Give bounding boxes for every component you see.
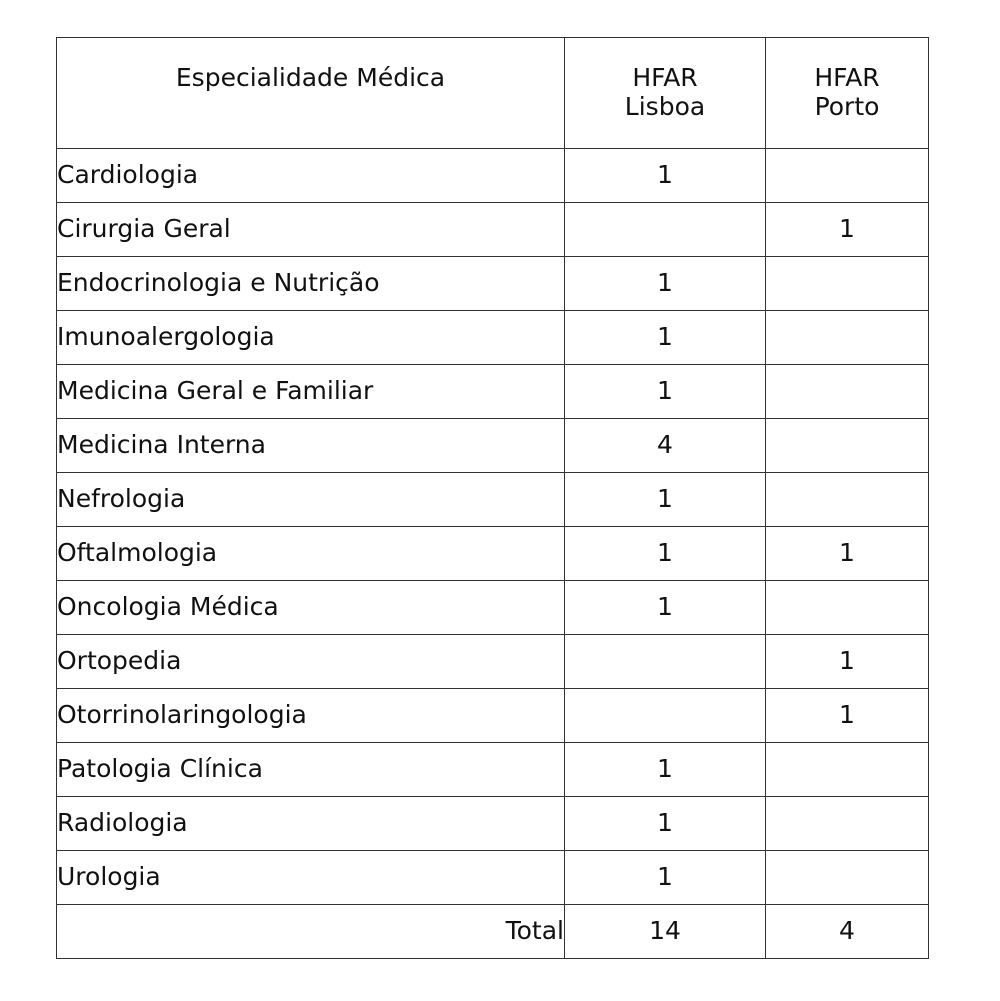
total-porto: 4 [766,905,929,959]
specialty-cell: Endocrinologia e Nutrição [57,257,565,311]
lisboa-count-cell: 1 [565,149,766,203]
table-row [57,689,929,743]
specialty-cell: Urologia [57,851,565,905]
lisboa-count-cell: 1 [565,473,766,527]
table-row [57,365,929,419]
table-row [57,149,929,203]
lisboa-count-cell: 1 [565,257,766,311]
porto-count-cell [766,473,929,527]
lisboa-count-cell: 4 [565,419,766,473]
specialty-cell: Nefrologia [57,473,565,527]
porto-count-cell [766,365,929,419]
table-row [57,797,929,851]
porto-count-cell [766,149,929,203]
specialty-cell: Oftalmologia [57,527,565,581]
header-row [57,38,929,149]
specialty-cell: Radiologia [57,797,565,851]
lisboa-count-cell: 1 [565,743,766,797]
specialty-cell: Otorrinolaringologia [57,689,565,743]
table-row [57,311,929,365]
lisboa-count-cell: 1 [565,311,766,365]
porto-count-cell [766,581,929,635]
specialty-cell: Patologia Clínica [57,743,565,797]
porto-count-cell [766,257,929,311]
porto-count-cell [766,311,929,365]
specialty-cell: Medicina Geral e Familiar [57,365,565,419]
lisboa-count-cell: 1 [565,581,766,635]
table-row [57,257,929,311]
header-lisboa-line1: HFAR [632,63,698,92]
specialty-cell: Cardiologia [57,149,565,203]
table-row [57,473,929,527]
porto-count-cell: 1 [766,635,929,689]
header-specialty-label: Especialidade Médica [175,63,446,92]
specialty-cell: Medicina Interna [57,419,565,473]
table-row [57,581,929,635]
header-specialty [57,38,565,149]
porto-count-cell: 1 [766,689,929,743]
header-hfar-porto [766,38,929,149]
table-row [57,203,929,257]
table-row [57,419,929,473]
lisboa-count-cell [565,689,766,743]
lisboa-count-cell: 1 [565,527,766,581]
porto-count-cell [766,743,929,797]
lisboa-count-cell: 1 [565,851,766,905]
specialty-cell: Imunoalergologia [57,311,565,365]
porto-count-cell: 1 [766,527,929,581]
header-porto-line2: Porto [814,91,880,121]
table-row [57,743,929,797]
porto-count-cell: 1 [766,203,929,257]
table-row [57,635,929,689]
lisboa-count-cell [565,203,766,257]
specialty-cell: Cirurgia Geral [57,203,565,257]
header-hfar-lisboa [565,38,766,149]
specialty-cell: Ortopedia [57,635,565,689]
table-row [57,527,929,581]
porto-count-cell [766,797,929,851]
lisboa-count-cell: 1 [565,797,766,851]
lisboa-count-cell [565,635,766,689]
table-row [57,851,929,905]
header-lisboa-line2: Lisboa [624,91,706,121]
specialty-table [56,37,929,959]
lisboa-count-cell: 1 [565,365,766,419]
header-porto-line1: HFAR [814,63,880,92]
specialty-cell: Oncologia Médica [57,581,565,635]
porto-count-cell [766,419,929,473]
total-lisboa: 14 [565,905,766,959]
table-body [57,149,929,905]
total-row [57,905,929,959]
total-label: Total [57,905,565,959]
porto-count-cell [766,851,929,905]
